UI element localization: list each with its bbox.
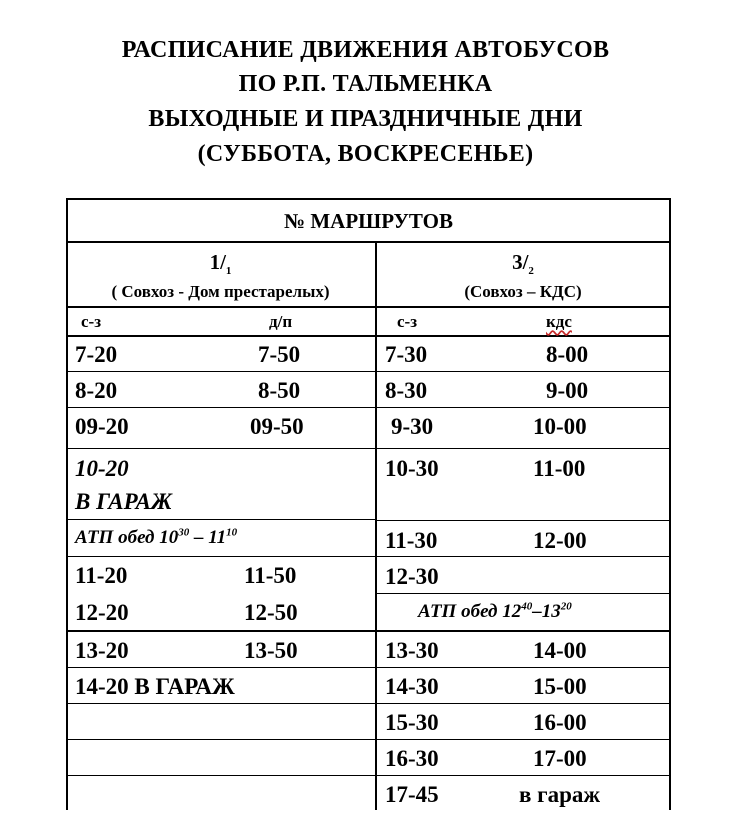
right-lunch-break: АТП обед $12^{40}-13^{20}$ bbox=[418, 600, 572, 622]
row-line bbox=[66, 241, 671, 243]
row-line bbox=[66, 407, 671, 408]
right-time: 10-00 bbox=[533, 414, 587, 439]
left-time: 13-50 bbox=[244, 638, 298, 663]
row-line bbox=[66, 703, 671, 704]
row-line bbox=[66, 556, 376, 557]
row-line bbox=[66, 775, 671, 776]
border-right bbox=[669, 198, 671, 810]
right-time: 14-30 bbox=[385, 674, 439, 699]
left-time: 8-50 bbox=[258, 378, 301, 403]
right-time: 16-30 bbox=[385, 746, 439, 771]
column-divider bbox=[375, 241, 377, 810]
left-time: 11-50 bbox=[244, 563, 297, 588]
row-line bbox=[66, 739, 671, 740]
border-top bbox=[66, 198, 671, 200]
route-1-col-dom: д/п bbox=[269, 312, 293, 331]
left-garage-note: В ГАРАЖ bbox=[75, 489, 173, 514]
route-2-number: $3/_2$ bbox=[512, 250, 534, 278]
right-time: 17-00 bbox=[533, 746, 587, 771]
right-time: 11-00 bbox=[533, 456, 586, 481]
right-garage-note: в гараж bbox=[519, 782, 601, 807]
left-time: 09-50 bbox=[250, 414, 304, 439]
route-2-col-kds: кдс bbox=[546, 312, 572, 331]
row-line bbox=[66, 448, 671, 449]
title-line-4: (СУББОТА, ВОСКРЕСЕНЬЕ) bbox=[197, 141, 534, 167]
left-time: 12-50 bbox=[244, 600, 298, 625]
right-time: 15-30 bbox=[385, 710, 439, 735]
title-line-2: ПО Р.П. ТАЛЬМЕНКА bbox=[238, 71, 493, 97]
right-time: 7-30 bbox=[385, 342, 428, 367]
left-time: 7-20 bbox=[75, 342, 118, 367]
left-time: 10-20 bbox=[75, 456, 129, 481]
right-time: 12-00 bbox=[533, 528, 587, 553]
right-time: 17-45 bbox=[385, 782, 439, 807]
title-line-1: РАСПИСАНИЕ ДВИЖЕНИЯ АВТОБУСОВ bbox=[121, 37, 610, 63]
right-time: 8-00 bbox=[546, 342, 589, 367]
schedule-table bbox=[66, 198, 671, 810]
route-2-col-sovkhoz: с-з bbox=[397, 312, 418, 331]
right-time: 14-00 bbox=[533, 638, 587, 663]
left-time: 09-20 bbox=[75, 414, 129, 439]
right-time: 13-30 bbox=[385, 638, 439, 663]
route-1-col-sovkhoz: с-з bbox=[81, 312, 102, 331]
right-time: 15-00 bbox=[533, 674, 587, 699]
row-line bbox=[66, 667, 671, 668]
row-line bbox=[376, 556, 671, 557]
right-time: 12-30 bbox=[385, 564, 439, 589]
left-time: 8-20 bbox=[75, 378, 118, 403]
route-1-number: $1/_1$ bbox=[209, 250, 232, 278]
left-lunch-break: АТП обед $10^{30} - 11^{10}$ bbox=[75, 526, 238, 548]
left-time: 12-20 bbox=[75, 600, 129, 625]
row-line bbox=[66, 630, 671, 632]
left-time: 7-50 bbox=[258, 342, 301, 367]
row-line bbox=[66, 519, 376, 520]
row-line bbox=[66, 335, 671, 337]
row-line bbox=[66, 371, 671, 372]
right-time: 9-00 bbox=[546, 378, 589, 403]
right-time: 8-30 bbox=[385, 378, 428, 403]
left-time: 11-20 bbox=[75, 563, 128, 588]
right-time: 10-30 bbox=[385, 456, 439, 481]
routes-header: № МАРШРУТОВ bbox=[283, 209, 453, 233]
route-1-description: ( Совхоз - Дом престарелых) bbox=[111, 282, 330, 301]
right-time: 9-30 bbox=[391, 414, 434, 439]
right-time: 16-00 bbox=[533, 710, 587, 735]
row-line bbox=[376, 593, 671, 594]
row-line bbox=[66, 306, 671, 308]
title-line-3: ВЫХОДНЫЕ И ПРАЗДНИЧНЫЕ ДНИ bbox=[148, 106, 583, 132]
left-time: 13-20 bbox=[75, 638, 129, 663]
left-garage-note: 14-20 В ГАРАЖ bbox=[75, 674, 235, 699]
row-line bbox=[376, 520, 671, 521]
right-time: 11-30 bbox=[385, 528, 438, 553]
route-2-description: (Совхоз – КДС) bbox=[464, 282, 582, 301]
